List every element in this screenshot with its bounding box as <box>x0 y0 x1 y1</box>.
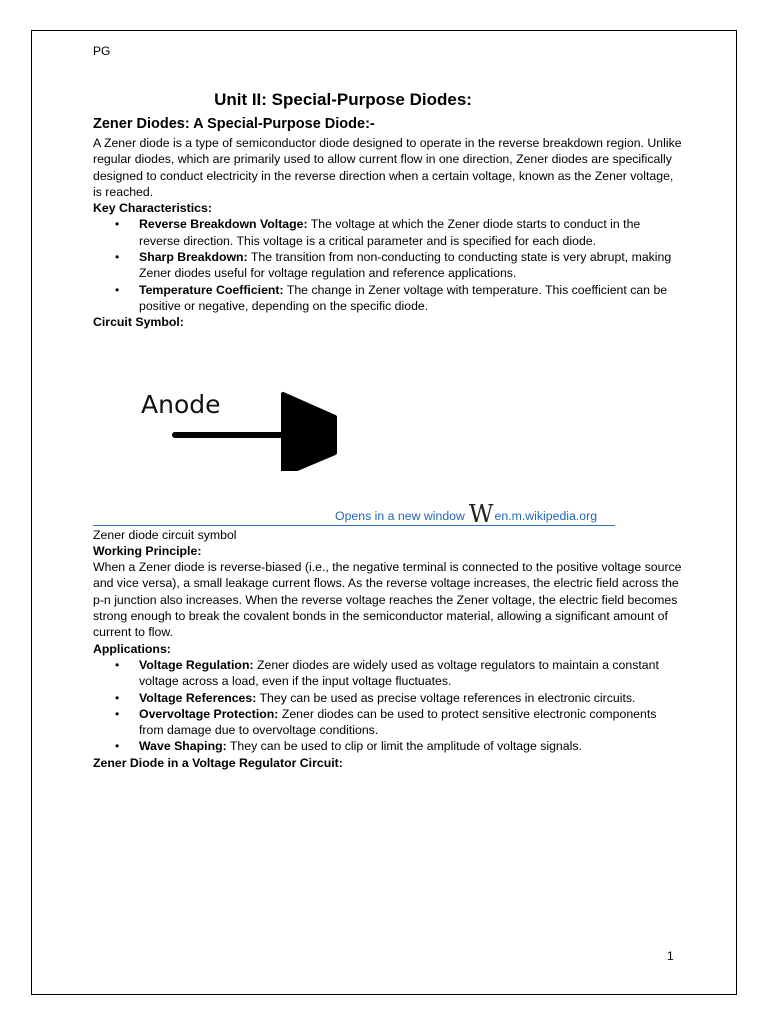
list-item <box>139 657 683 690</box>
anode-label: Anode <box>141 389 221 419</box>
source-link-row <box>93 500 615 529</box>
document-body <box>93 90 683 771</box>
circuit-symbol-heading: Circuit Symbol: <box>93 315 184 330</box>
page-number: 1 <box>667 949 674 963</box>
list-item-text: They can be used to clip or limit the amplitude of voltage signals. <box>226 739 582 754</box>
figure-caption: Zener diode circuit symbol <box>93 527 237 542</box>
list-item-term: Sharp Breakdown: <box>139 250 248 265</box>
applications-list <box>93 657 683 755</box>
list-item-text: They can be used as precise voltage references in electronic circuits. <box>256 690 636 705</box>
working-principle-heading: Working Principle: <box>93 543 202 558</box>
applications-heading: Applications: <box>93 641 171 656</box>
list-item <box>139 690 683 706</box>
key-characteristics-heading: Key Characteristics: <box>93 201 212 216</box>
intro-paragraph: A Zener diode is a type of semiconductor diode designed to operate in the reverse breakdown region. Unlike regular diodes, which are primarily used to allow current flow in one direction, Zener diodes are specifically designed to conduct electricity in the reverse direction when a certain voltage, known as the Zener voltage, is reached. <box>93 136 682 199</box>
circuit-symbol-figure <box>93 331 683 505</box>
list-item <box>139 249 683 282</box>
list-item-term: Temperature Coefficient: <box>139 282 284 297</box>
zener-diode-symbol-image <box>141 376 351 471</box>
list-item-text: The change in Zener voltage with temperature. This coefficient can be positive or negative, depending on the specific diode. <box>139 282 668 313</box>
regulator-circuit-heading: Zener Diode in a Voltage Regulator Circuit: <box>93 755 343 770</box>
list-item-text: Zener diodes can be used to protect sensitive electronic components from damage due to overvoltage conditions. <box>139 706 657 738</box>
list-item <box>139 738 683 754</box>
list-item-term: Reverse Breakdown Voltage: <box>139 217 308 232</box>
source-domain-text: en.m.wikipedia.org <box>494 509 598 524</box>
header-initials: PG <box>93 44 111 58</box>
wikipedia-source-link[interactable] <box>335 500 598 529</box>
opens-new-window-text: Opens in a new window <box>335 509 465 524</box>
list-item-term: Wave Shaping: <box>139 739 227 754</box>
document-title: Unit II: Special-Purpose Diodes: <box>214 90 472 109</box>
key-characteristics-list <box>93 216 683 314</box>
list-item-term: Voltage Regulation: <box>139 657 254 672</box>
list-item-text: The transition from non-conducting to conducting state is very abrupt, making Zener diodes useful for voltage regulation and reference applications. <box>139 250 672 281</box>
list-item <box>139 282 683 315</box>
list-item-text: The voltage at which the Zener diode starts to conduct in the reverse direction. This voltage is a critical parameter and is specified for each diode. <box>139 217 641 248</box>
working-principle-paragraph: When a Zener diode is reverse-biased (i.e., the negative terminal is connected to the positive voltage source and vice versa), a small leakage current flows. As the reverse voltage increases, the electric field across the p-n junction also increases. When the reverse voltage reaches the Zener voltage, the electric field becomes strong enough to break the covalent bonds in the semiconductor material, allowing a significant amount of current to flow. <box>93 560 682 640</box>
list-item <box>139 706 683 739</box>
list-item-term: Overvoltage Protection: <box>139 706 279 721</box>
wikipedia-logo-icon: W <box>468 500 494 529</box>
list-item <box>139 216 683 249</box>
diode-triangle <box>283 394 335 471</box>
list-item-text: Zener diodes are widely used as voltage regulators to maintain a constant voltage across a load, even if the input voltage fluctuates. <box>139 657 659 689</box>
section-heading-zener: Zener Diodes: A Special-Purpose Diode:- <box>93 116 375 132</box>
list-item-term: Voltage References: <box>139 690 257 705</box>
